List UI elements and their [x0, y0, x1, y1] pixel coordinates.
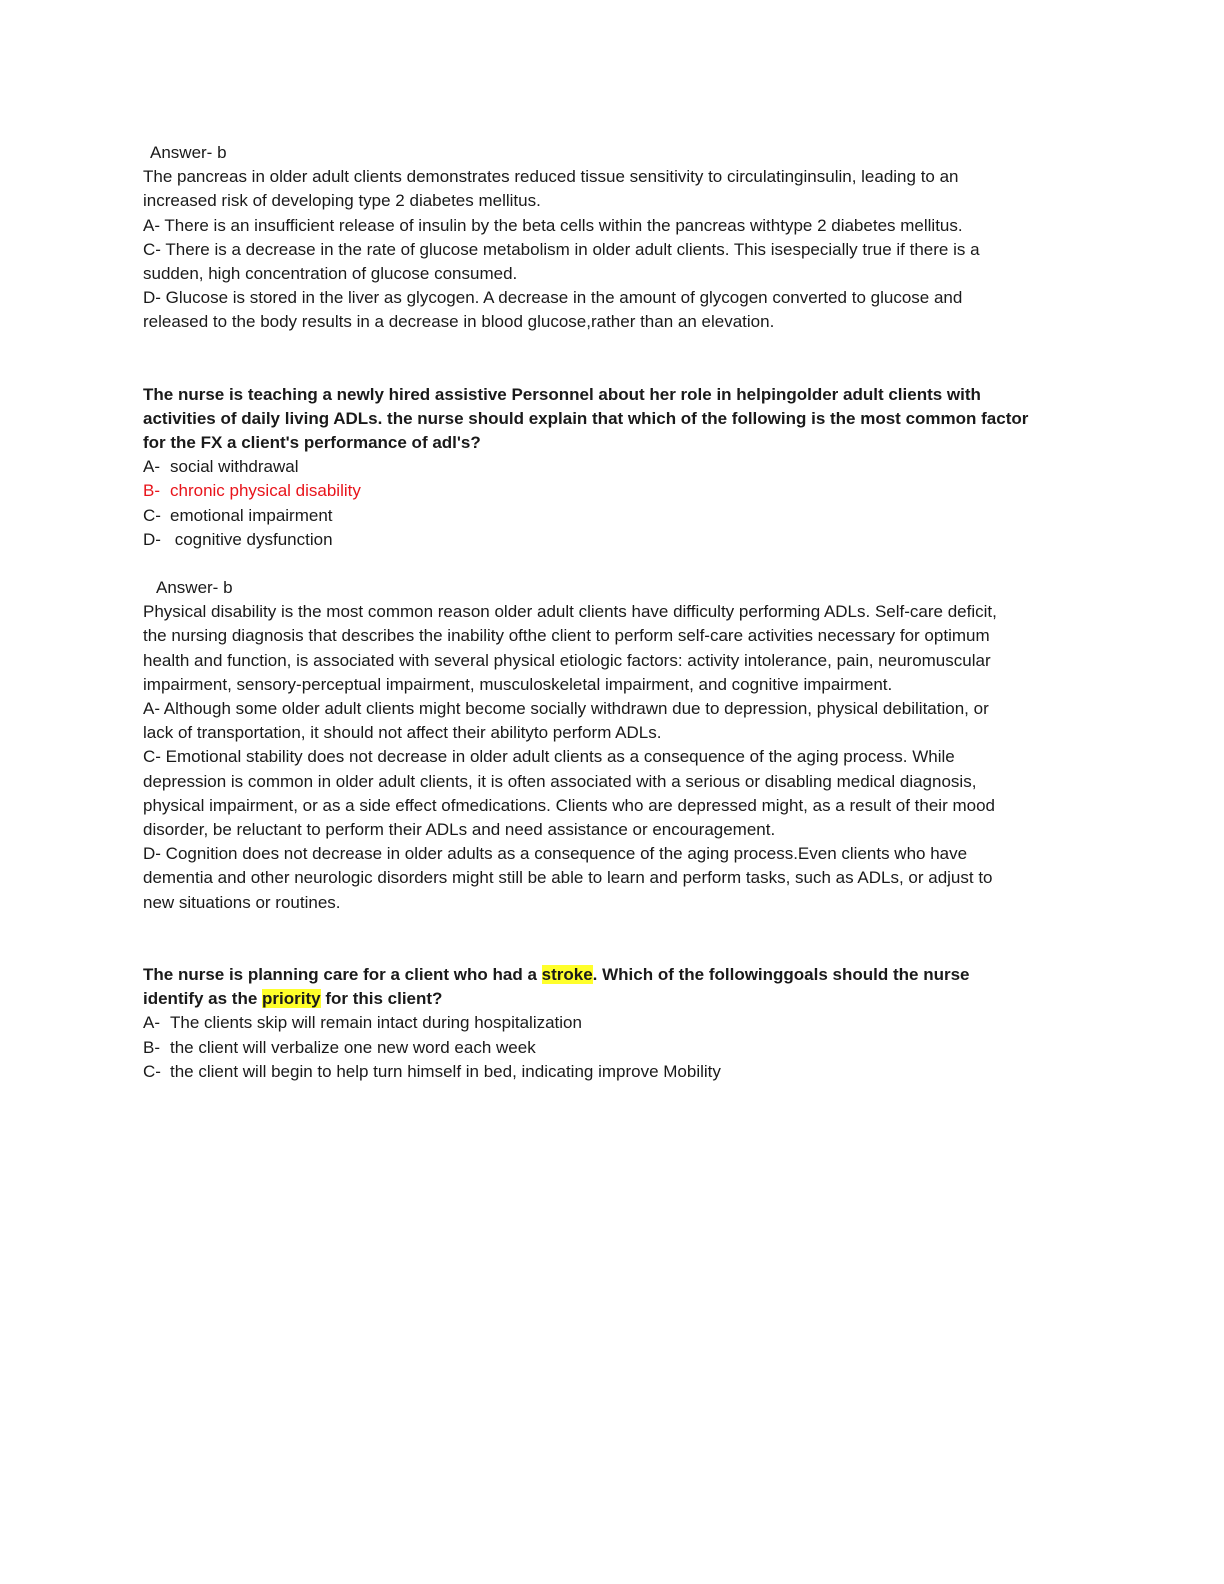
option-letter: A- — [143, 457, 160, 477]
option-letter: C- — [143, 1061, 161, 1081]
question-text: for the FX a client's performance of adl's? — [143, 433, 481, 453]
rationale-line: depression is common in older adult clients, it is often associated with a serious or disabling medical diagnosis, — [143, 771, 977, 791]
option-text: social withdrawal — [170, 457, 299, 477]
answer-option-a — [143, 455, 1073, 479]
answer-option-c — [143, 1060, 1073, 1084]
option-letter: D- — [143, 529, 161, 549]
rationale-line: impairment, sensory-perceptual impairment, musculoskeletal impairment, and cognitive impairment. — [143, 674, 893, 694]
question-text — [143, 963, 1073, 987]
rationale-line: A- Although some older adult clients might become socially withdrawn due to depression, physical debilitation, or — [143, 699, 989, 719]
question-text — [143, 987, 1073, 1011]
question-text: activities of daily living ADLs. the nurse should explain that which of the following is the most common factor — [143, 408, 1029, 428]
answer-option-b-correct — [143, 479, 1073, 503]
option-letter: A- — [143, 1013, 160, 1033]
highlighted-word-stroke: stroke — [541, 964, 593, 984]
rationale-line: D- Cognition does not decrease in older adults as a consequence of the aging process.Even clients who have — [143, 844, 968, 864]
rationale-line: Physical disability is the most common reason older adult clients have difficulty performing ADLs. Self-care deficit, — [143, 602, 997, 622]
rationale-line: C- Emotional stability does not decrease in older adult clients as a consequence of the aging process. While — [143, 747, 955, 767]
rationale-line: C- There is a decrease in the rate of glucose metabolism in older adult clients. This isespecially true if there is a — [143, 239, 980, 259]
document-page — [143, 141, 1073, 1084]
question-text-segment: The nurse is planning care for a client who had a — [143, 964, 542, 984]
rationale-line: dementia and other neurologic disorders might still be able to learn and perform tasks, such as ADLs, or adjust to — [143, 868, 993, 888]
rationale-line: health and function, is associated with several physical etiologic factors: activity intolerance, pain, neuromuscular — [143, 650, 991, 670]
spacer — [143, 915, 1073, 963]
rationale-line: the nursing diagnosis that describes the inability ofthe client to perform self-care activities necessary for optimum — [143, 626, 990, 646]
answer-label: Answer- b — [150, 143, 227, 162]
option-text: The clients skip will remain intact during hospitalization — [170, 1013, 582, 1033]
rationale-line: A- There is an insufficient release of insulin by the beta cells within the pancreas withtype 2 diabetes mellitus. — [143, 215, 963, 235]
answer-label: Answer- b — [156, 578, 233, 598]
answer-option-d — [143, 528, 1073, 552]
option-letter: C- — [143, 505, 161, 525]
rationale-line: The pancreas in older adult clients demonstrates reduced tissue sensitivity to circulatinginsulin, leading to an — [143, 167, 959, 187]
option-text: the client will verbalize one new word each week — [170, 1037, 536, 1057]
option-letter: B- — [143, 481, 160, 501]
option-text: cognitive dysfunction — [170, 529, 333, 549]
rationale-line: physical impairment, or as a side effect ofmedications. Clients who are depressed might, as a result of their mood — [143, 795, 995, 815]
option-text: the client will begin to help turn himself in bed, indicating improve Mobility — [170, 1061, 721, 1081]
rationale-line: lack of transportation, it should not affect their abilityto perform ADLs. — [143, 723, 662, 743]
highlighted-word-priority: priority — [262, 989, 321, 1009]
rationale-line: D- Glucose is stored in the liver as glycogen. A decrease in the amount of glycogen converted to glucose and — [143, 288, 963, 308]
option-text: chronic physical disability — [170, 481, 361, 501]
spacer — [143, 552, 1073, 576]
question-text-segment: . Which of the followinggoals should the nurse — [592, 964, 970, 984]
rationale-line: released to the body results in a decrease in blood glucose,rather than an elevation. — [143, 312, 775, 332]
rationale-line: new situations or routines. — [143, 892, 341, 912]
option-letter: B- — [143, 1037, 160, 1057]
rationale-line: disorder, be reluctant to perform their ADLs and need assistance or encouragement. — [143, 820, 776, 840]
option-text: emotional impairment — [170, 505, 333, 525]
answer-option-a — [143, 1011, 1073, 1035]
question-text-segment: identify as the — [143, 989, 263, 1009]
rationale-line: sudden, high concentration of glucose consumed. — [143, 264, 518, 284]
answer-option-c — [143, 504, 1073, 528]
answer-option-b — [143, 1036, 1073, 1060]
spacer — [143, 335, 1073, 383]
question-text: The nurse is teaching a newly hired assistive Personnel about her role in helpingolder adult clients with — [143, 384, 981, 404]
rationale-line: increased risk of developing type 2 diabetes mellitus. — [143, 191, 541, 211]
question-text-segment: for this client? — [320, 989, 443, 1009]
